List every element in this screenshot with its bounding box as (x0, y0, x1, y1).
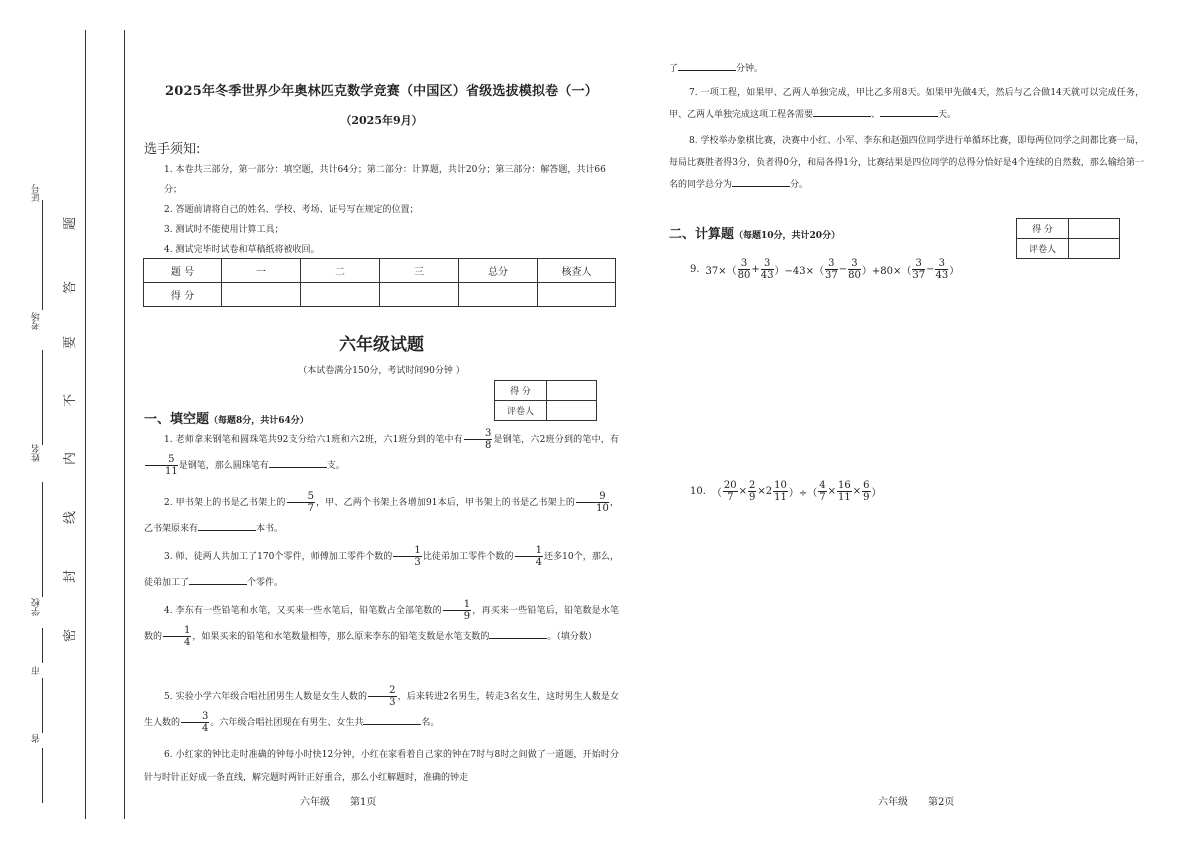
field-shi[interactable]: 市 (32, 666, 42, 675)
section1-title: 一、填空题（每题8分，共计64分） (144, 412, 309, 427)
seal-char-da: 答 (63, 280, 79, 295)
frac-1-4: $\frac{1}{4}$ (515, 545, 543, 568)
notice-item-2: 2. 答题前请将自己的姓名、学校、考场、证号写在规定的位置； (164, 205, 419, 215)
seal-char-feng: 封 (63, 569, 79, 584)
score-header-num: 题 号 (144, 259, 222, 283)
section2-title: 二、计算题（每题10分，共计20分） (669, 227, 841, 242)
score-header-checker: 核查人 (538, 259, 616, 283)
field-zhenghao[interactable]: 证号 (32, 184, 42, 202)
score-table (143, 258, 616, 307)
answer-blank-1[interactable] (269, 458, 327, 468)
section1-grader-cell[interactable] (547, 401, 597, 421)
notice-item-1: 1. 本卷共三部分，第一部分：填空题，共计64分；第二部分：计算题，共计20分；第三部分：解答题，共计66分； (164, 165, 606, 195)
notice-heading: 选手须知: (144, 142, 201, 157)
field-sheng[interactable]: 省 (32, 734, 42, 743)
exam-info: （本试卷满分150分，考试时间90分钟 ） (298, 366, 465, 376)
score-cell-checker[interactable] (538, 283, 616, 307)
field-xuexiao-line[interactable] (42, 628, 43, 663)
field-sheng-line[interactable] (42, 748, 43, 803)
score-cell-3[interactable] (380, 283, 459, 307)
section1-grader-label: 评卷人 (495, 401, 547, 421)
question-3: 3. 师、徒两人共加工了170个零件，师傅加工零件个数的 $\frac{1}{3}$ 比徒弟加工零件个数的 $\frac{1}{4}$ 还多10个，那么，徒弟加工了 个零件。 (144, 545, 619, 588)
footer-left: 六年级 第1页 (300, 797, 377, 808)
answer-blank-6[interactable] (678, 61, 736, 71)
question-10: 10. （ $\frac{20}{7}$ × $\frac{2}{9}$ ×2 $\frac{10}{11}$ ）÷（ $\frac{4}{7}$ × $\frac{16}{11}$ × $\frac{6}{9}$ ） (690, 480, 882, 503)
frac-1-4b: $\frac{1}{4}$ (163, 625, 191, 648)
field-kaochang-line[interactable] (42, 350, 43, 445)
question-6-end: 了 分钟。 (669, 58, 1144, 80)
field-kaochang[interactable]: 考场 (32, 312, 42, 330)
frac-1-9: $\frac{1}{9}$ (443, 599, 471, 622)
section1-score-label: 得 分 (495, 381, 547, 401)
score-cell-1[interactable] (222, 283, 301, 307)
question-4: 4. 李东有一些铅笔和水笔，又买来一些水笔后，铅笔数占全部笔数的 $\frac{1}{9}$ ，再买来一些铅笔后，铅笔数是水笔数的 $\frac{1}{4}$ ，如果买来的铅笔和水笔数量相等，那么原来李东的铅笔支数是水笔支数的 。（填分数） (144, 599, 619, 648)
frac-3-4: $\frac{3}{4}$ (181, 711, 209, 734)
seal-char-bu: 不 (63, 393, 79, 408)
question-5: 5. 实验小学六年级合唱社团男生人数是女生人数的 $\frac{2}{3}$ ，后来转进2名男生，转走3名女生，这时男生人数是女生人数的 $\frac{3}{4}$ 。六年级合唱社团现在有男生、女生共 名。 (144, 685, 619, 734)
section1-score-cell[interactable] (547, 381, 597, 401)
field-xuexiao[interactable]: 学校 (32, 598, 42, 616)
seal-char-yao: 要 (63, 335, 79, 350)
section2-grader-label: 评卷人 (1017, 239, 1069, 259)
seal-char-mi: 密 (63, 628, 79, 643)
question-7: 7. 一项工程，如果甲、乙两人单独完成，甲比乙多用8天。如果甲先做4天，然后与乙合做14天就可以完成任务，甲、乙两人单独完成这项工程各需要 、 天。 (669, 88, 1144, 120)
seal-char-nei: 内 (63, 451, 79, 466)
score-row-label: 得 分 (144, 283, 222, 307)
frac-5-11: $\frac{5}{11}$ (145, 454, 178, 477)
score-header-3: 三 (380, 259, 459, 283)
score-header-1: 一 (222, 259, 301, 283)
section2-grader-cell[interactable] (1069, 239, 1120, 259)
answer-blank-2[interactable] (198, 521, 256, 531)
frac-3-8: $\frac{3}{8}$ (464, 428, 492, 451)
exam-date: （2025年9月） (340, 114, 423, 127)
section2-score-cell[interactable] (1069, 219, 1120, 239)
binding-line-outer (85, 30, 86, 819)
binding-line-inner (124, 30, 125, 819)
score-cell-total[interactable] (459, 283, 538, 307)
field-xingming-line[interactable] (42, 482, 43, 597)
question-1: 1. 老师拿来钢笔和圆珠笔共92支分给六1班和六2班，六1班分到的笔中有 $\frac{3}{8}$ 是钢笔，六2班分到的笔中，有 $\frac{5}{11}$ 是钢笔，那么圆珠笔有 支。 (144, 427, 619, 479)
frac-9-10: $\frac{9}{10}$ (576, 491, 609, 514)
field-xingming[interactable]: 姓名 (32, 444, 42, 462)
answer-blank-7b[interactable] (880, 107, 938, 117)
section1-score-box (494, 380, 597, 421)
field-shi-line[interactable] (42, 678, 43, 733)
notice-item-3: 3. 测试时不能使用计算工具； (164, 225, 284, 235)
seal-char-xian: 线 (63, 510, 79, 525)
score-cell-2[interactable] (301, 283, 380, 307)
question-2: 2. 甲书架上的书是乙书架上的 $\frac{5}{7}$ ，甲、乙两个书架上各增加91本后，甲书架上的书是乙书架上的 $\frac{9}{10}$ ，乙书架原来有 本书。 (144, 491, 619, 534)
section2-score-label: 得 分 (1017, 219, 1069, 239)
section2-score-box (1016, 218, 1120, 259)
score-header-total: 总分 (459, 259, 538, 283)
exam-title: 2025年冬季世界少年奥林匹克数学竞赛（中国区）省级选拔模拟卷（一） (165, 84, 598, 99)
field-zhenghao-line[interactable] (42, 200, 43, 310)
question-8: 8. 学校举办象棋比赛，决赛中小红、小军、李东和赵强四位同学进行单循环比赛，即每两位同学之间都比赛一局，每局比赛胜者得3分，负者得0分，和局各得1分，比赛结果是四位同学的总得分恰好是4个连续的自然数，那么输给第一名的同学总分为 分。 (669, 136, 1144, 190)
question-9: 9. 37×（ $\frac{3}{80}$ + $\frac{3}{43}$ ）−43×（ $\frac{3}{37}$ − $\frac{3}{80}$ ）+80×（ $\frac{3}{37}$ − $\frac{3}{43}$ ） (690, 258, 960, 281)
answer-blank-7a[interactable] (813, 107, 871, 117)
question-6: 6. 小红家的钟比走时准确的钟每小时快12分钟，小红在家看着自己家的钟在7时与8时之间做了一道题，开始时分针与时针正好成一条直线，解完题时两针正好重合，那么小红解题时，准确的钟走 (144, 750, 619, 783)
grade-title: 六年级试题 (339, 335, 424, 355)
seal-char-ti: 题 (63, 216, 79, 231)
answer-blank-3[interactable] (189, 575, 247, 585)
answer-blank-4[interactable] (489, 629, 547, 639)
frac-1-3: $\frac{1}{3}$ (393, 545, 421, 568)
notice-item-4: 4. 测试完毕时试卷和草稿纸将被收回。 (164, 245, 320, 255)
frac-2-3: $\frac{2}{3}$ (368, 685, 396, 708)
score-header-2: 二 (301, 259, 380, 283)
answer-blank-5[interactable] (363, 715, 421, 725)
answer-blank-8[interactable] (732, 177, 790, 187)
frac-5-7: $\frac{5}{7}$ (287, 491, 315, 514)
footer-right: 六年级 第2页 (878, 797, 955, 808)
